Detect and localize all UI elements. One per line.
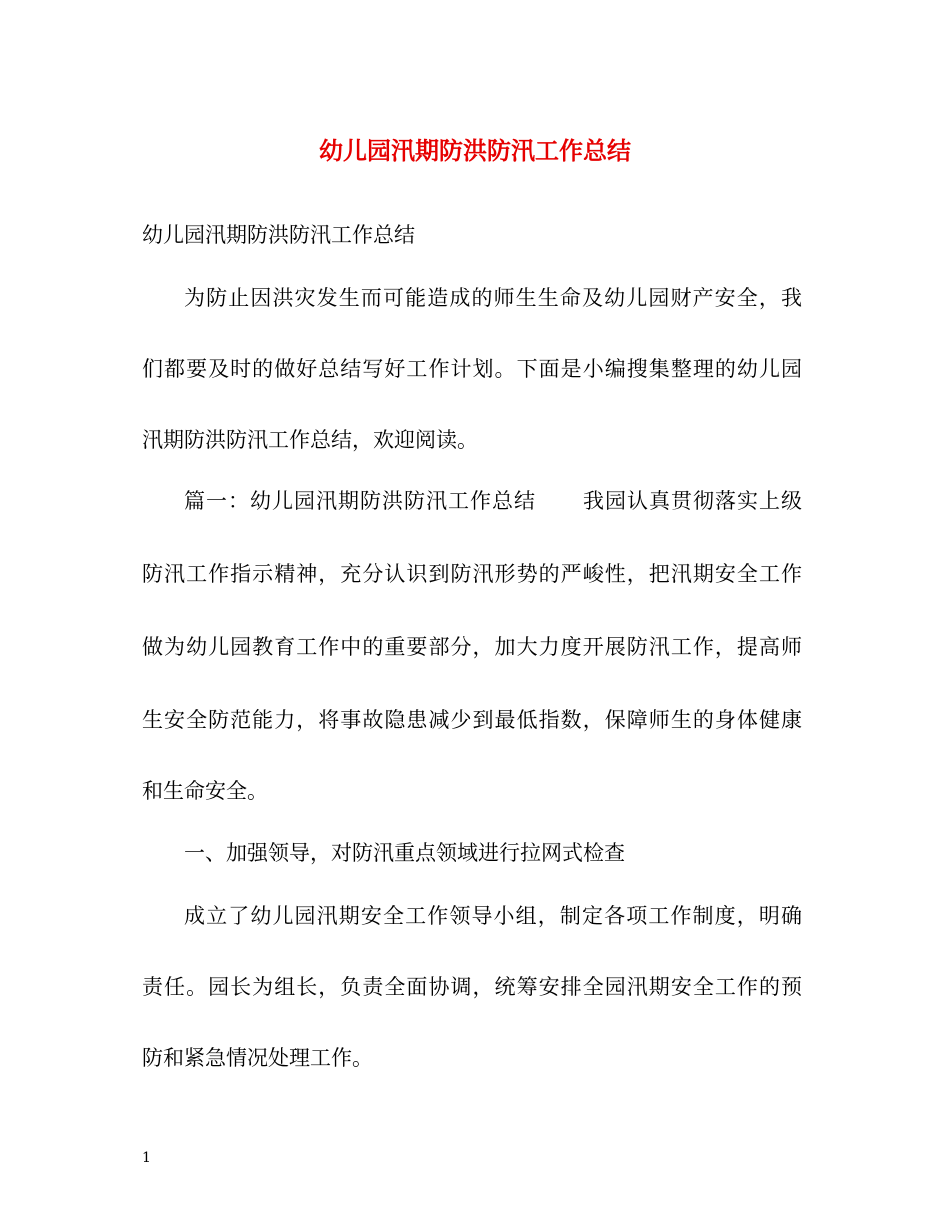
intro-line-1: 为防止因洪灾发生而可能造成的师生生命及幼儿园财产安全，我 <box>184 286 802 310</box>
document-subtitle: 幼儿园汛期防洪防汛工作总结 <box>142 223 415 247</box>
part1-body-line-3: 生安全防范能力，将事故隐患减少到最低指数，保障师生的身体健康 <box>142 708 802 732</box>
part1-body-line-1: 防汛工作指示精神，充分认识到防汛形势的严峻性，把汛期安全工作 <box>142 562 802 586</box>
document-title: 幼儿园汛期防洪防汛工作总结 <box>319 136 631 165</box>
section1-body-line-3: 防和紧急情况处理工作。 <box>142 1046 373 1070</box>
page-number: 1 <box>142 1150 151 1166</box>
part1-heading-line <box>142 486 802 516</box>
part1-first-text: 我园认真贯彻落实上级 <box>582 489 802 513</box>
intro-line-3: 汛期防洪防汛工作总结，欢迎阅读。 <box>142 428 478 452</box>
part1-body-line-2: 做为幼儿园教育工作中的重要部分，加大力度开展防汛工作，提高师 <box>142 635 802 659</box>
part1-heading: 篇一：幼儿园汛期防洪防汛工作总结 <box>184 489 536 513</box>
intro-line-2: 们都要及时的做好总结写好工作计划。下面是小编搜集整理的幼儿园 <box>142 357 802 381</box>
section1-body-line-2: 责任。园长为组长，负责全面协调，统筹安排全园汛期安全工作的预 <box>142 975 802 999</box>
section1-body-line-1: 成立了幼儿园汛期安全工作领导小组，制定各项工作制度，明确 <box>184 904 802 928</box>
section1-heading: 一、加强领导，对防汛重点领域进行拉网式检查 <box>184 841 625 865</box>
part1-body-line-4: 和生命安全。 <box>142 779 268 803</box>
